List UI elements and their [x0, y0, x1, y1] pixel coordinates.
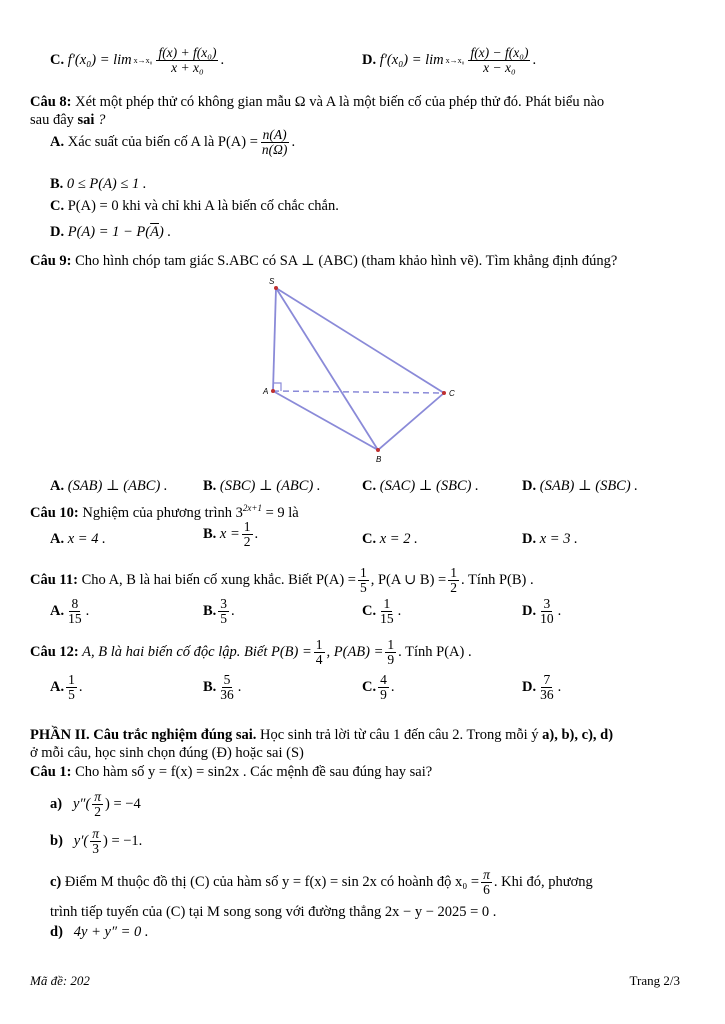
vertex-label-B: B [376, 455, 382, 464]
part2-q1-stem: Câu 1: Cho hàm số y = f(x) = sin2x . Các mệnh đề sau đúng hay sai? [30, 764, 433, 780]
top-option-d: D. f′(x₀) = lim x→x₀ $\frac{\text{f(x) − f(x₀)}}{\text{x − x₀}}$ . [362, 45, 537, 76]
part2-q1-a: a) y″( $\frac{\pi}{2}$ ) = −4 [50, 789, 141, 820]
q10-option-b: B. x = $\frac{1}{2}$ . [203, 519, 259, 550]
pyramid-figure [255, 272, 465, 467]
q8-stem-line2: sau đây sai ? [30, 112, 106, 128]
footer-exam-code: Mã đề: 202 [30, 973, 90, 988]
question-label: Câu 8: [30, 94, 72, 110]
edge-SB [276, 288, 378, 450]
q8-option-c: C. P(A) = 0 khi và chỉ khi A là biến cố chắc chắn. [50, 198, 339, 214]
q11-option-b: B. $\frac{3}{5}$ . [203, 596, 235, 627]
q10-option-c: C. x = 2 . [362, 531, 418, 547]
q9-option-d: D. (SAB) ⊥ (SBC) . [522, 478, 638, 494]
part2-heading-line1: PHẦN II. Câu trắc nghiệm đúng sai. Học sinh trả lời từ câu 1 đến câu 2. Trong mỗi ý a), b), c), d) [30, 727, 614, 743]
q9-option-c: C. (SAC) ⊥ (SBC) . [362, 478, 479, 494]
q10-stem: Câu 10: Nghiệm của phương trình $3^{2x+1} = 9$ là [30, 503, 299, 521]
vertex-label-A: A [263, 387, 269, 396]
q11-option-c: C. $\frac{1}{15}$ . [362, 596, 402, 627]
q12-option-c: C. $\frac{4}{9}$ . [362, 672, 395, 703]
part2-q1-b: b) y′( $\frac{\pi}{3}$ ) = −1. [50, 826, 143, 857]
edge-AB [273, 391, 378, 450]
part2-q1-c-line2: trình tiếp tuyến của (C) tại M song song với đường thẳng 2x − y − 2025 = 0 . [50, 904, 497, 920]
part2-q1-d: d) 4y + y″ = 0 . [50, 924, 149, 940]
edge-AC-hidden [273, 391, 444, 393]
footer-page-number: Trang 2/3 [629, 973, 680, 988]
edge-SC [276, 288, 444, 393]
option-label: C. [50, 52, 65, 68]
q8-option-d: D. $P(A) = 1 - P(\overline{A})$ . [50, 224, 172, 240]
part2-q1-c-line1: c) Điểm M thuộc đồ thị (C) của hàm số y = f(x) = sin 2x có hoành độ x₀ = $\frac{\pi}{6}$ . Khi đó, phương [50, 867, 593, 898]
q8-option-a: A. Xác suất của biến cố A là P(A) = $\frac{n(A)}{n(\Omega)}$ . [50, 127, 296, 158]
q10-option-d: D. x = 3 . [522, 531, 578, 547]
q12-stem: Câu 12: A, B là hai biến cố độc lập. Biết P(B) = $\frac{1}{4}$ , P(AB) = $\frac{1}{9}$ . Tính P(A) . [30, 637, 472, 668]
q10-option-a: A. x = 4 . [50, 531, 106, 547]
q9-stem: Câu 9: Cho hình chóp tam giác S.ABC có SA ⊥ (ABC) (tham khảo hình vẽ). Tìm khẳng định đúng? [30, 253, 618, 269]
q11-option-d: D. $\frac{3}{10}$ . [522, 596, 562, 627]
q12-option-b: B. $\frac{5}{36}$ . [203, 672, 242, 703]
q12-option-d: D. $\frac{7}{36}$ . [522, 672, 562, 703]
q9-option-b: B. (SBC) ⊥ (ABC) . [203, 478, 321, 494]
q9-option-a: A. (SAB) ⊥ (ABC) . [50, 478, 168, 494]
part2-heading-line2: ở mỗi câu, học sinh chọn đúng (Đ) hoặc sai (S) [30, 745, 304, 761]
vertex-label-S: S [269, 277, 275, 286]
q8-stem-line1: Câu 8: Xét một phép thử có không gian mẫu Ω và A là một biến cố của phép thử đó. Phát biểu nào [30, 94, 605, 110]
vertex-label-C: C [449, 389, 455, 398]
edge-SA [273, 288, 276, 391]
edge-BC [378, 393, 444, 450]
q12-option-a: A. $\frac{1}{5}$ . [50, 672, 83, 703]
q11-stem: Câu 11: Cho A, B là hai biến cố xung khắc. Biết P(A) = $\frac{1}{5}$ , P(A ∪ B) = $\frac{1}{2}$ . Tính P(B) . [30, 565, 534, 596]
q11-option-a: A. $\frac{8}{15}$ . [50, 596, 90, 627]
q8-option-b: B. 0 ≤ P(A) ≤ 1 . [50, 176, 147, 192]
top-option-c: C. f′(x₀) = lim x→x₀ $\frac{\text{f(x) + f(x₀)}}{\text{x + x₀}}$ . [50, 45, 225, 76]
